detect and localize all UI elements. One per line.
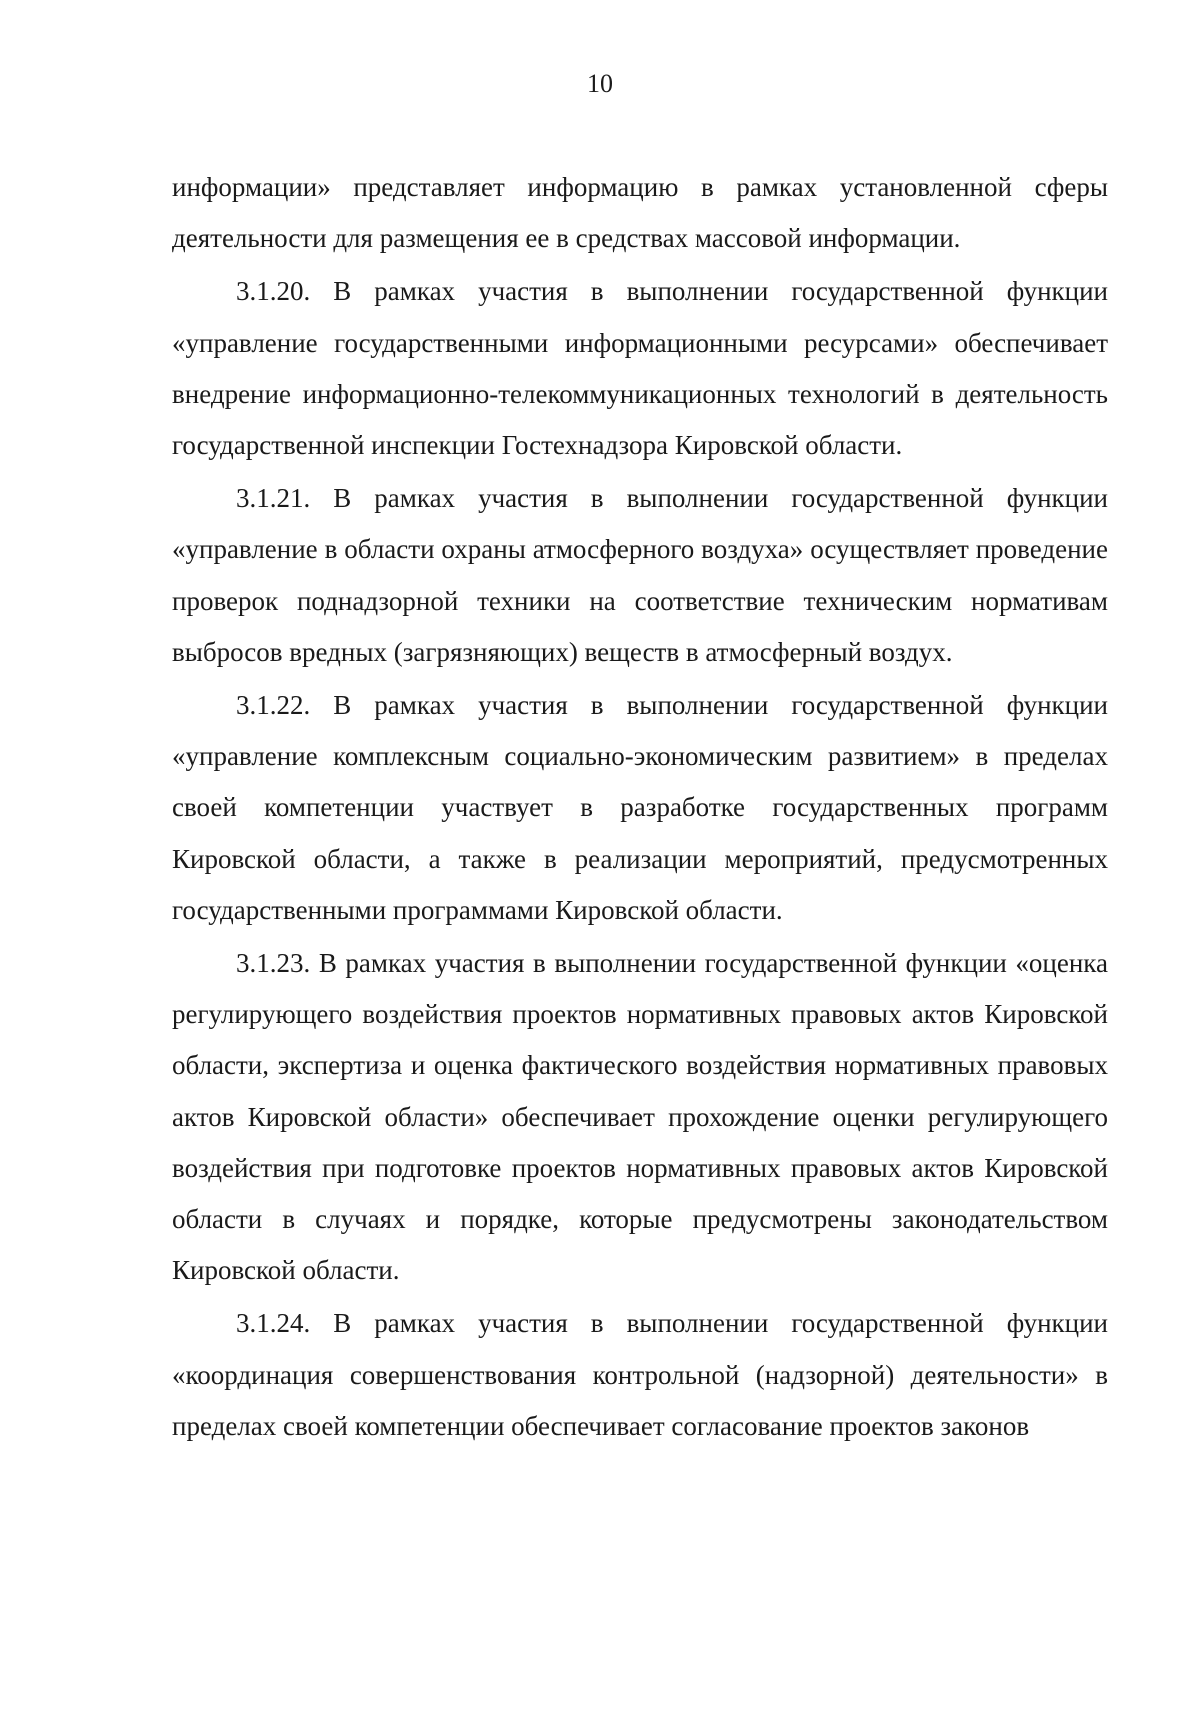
paragraph-3-1-20: 3.1.20. В рамках участия в выполнении государственной функции «управление государственными информационными ресурсами» обеспечивает внедрение информационно-телекоммуникационных технологий в деятельность государственной инспекции Гостехнадзора Кировской области. (172, 276, 1108, 461)
paragraph-3-1-21: 3.1.21. В рамках участия в выполнении государственной функции «управление в области охраны атмосферного воздуха» осуществляет проведение проверок поднадзорной техники на соответствие техническим нормативам выбросов вредных (загрязняющих) веществ в атмосферный воздух. (172, 483, 1108, 667)
page-number: 10 (587, 69, 613, 98)
paragraph-3-1-22: 3.1.22. В рамках участия в выполнении государственной функции «управление комплексным социально-экономическим развитием» в пределах своей компетенции участвует в разработке государственных программ Кировской области, а также в реализации мероприятий, предусмотренных государственными программами Кировской области. (172, 690, 1108, 925)
paragraph-3-1-24: 3.1.24. В рамках участия в выполнении государственной функции «координация совершенствования контрольной (надзорной) деятельности» в пределах своей компетенции обеспечивает согласование проектов законов (172, 1308, 1108, 1441)
paragraph-3-1-23: 3.1.23. В рамках участия в выполнении государственной функции «оценка регулирующего воздействия проектов нормативных правовых актов Кировской области, экспертиза и оценка фактического воздействия нормативных правовых актов Кировской области» обеспечивает прохождение оценки регулирующего воздействия при подготовке проектов нормативных правовых актов Кировской области в случаях и порядке, которые предусмотрены законодательством Кировской области. (172, 948, 1108, 1286)
paragraph-continuation: информации» представляет информацию в рамках установленной сферы деятельности для размещения ее в средствах массовой информации. (172, 172, 1108, 254)
document-body (172, 162, 1108, 1452)
